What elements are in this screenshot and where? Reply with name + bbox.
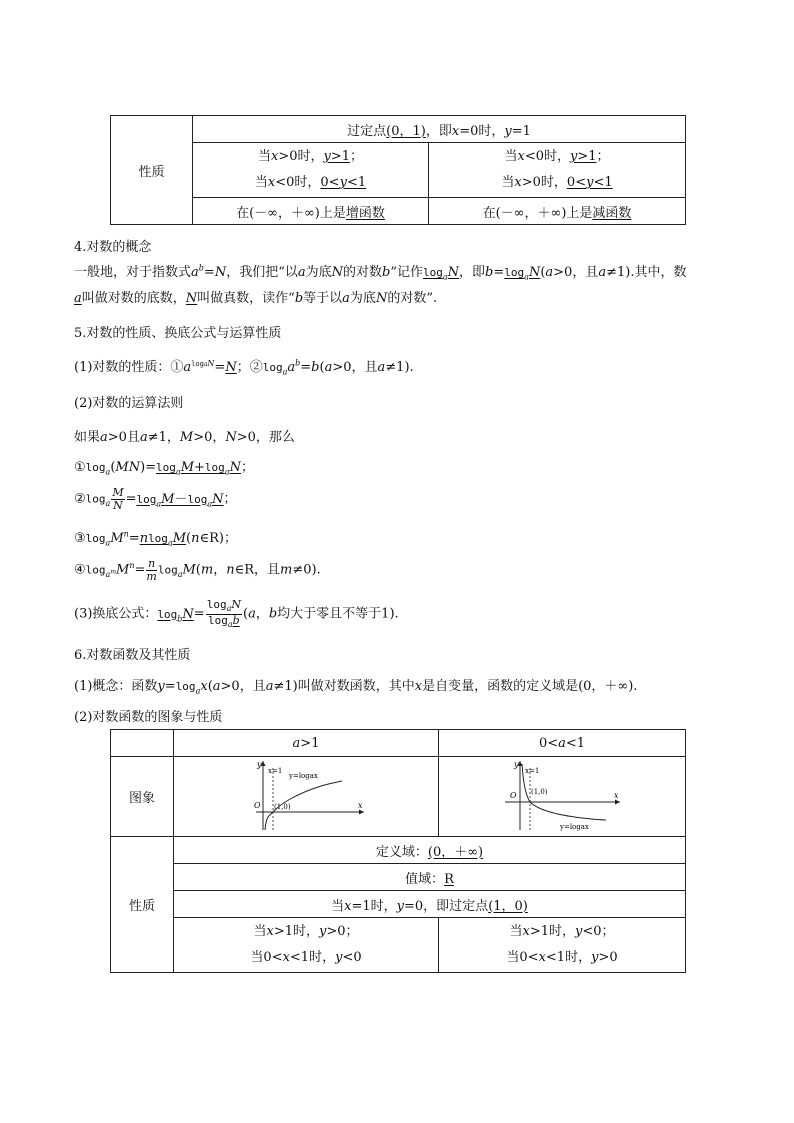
exp-a-gt1-values-cell: 当x>0时，y>1； 当x<0时，0<y<1 [193,143,429,198]
header-a-gt1: a>1 [174,730,439,757]
sec5-change-of-base: (3)换底公式：$\log_bN=$ $\frac{\log_aN}{\log_ab}$ (a，b均大于零且不等于1). [74,598,399,629]
exp-properties-table [110,115,686,225]
sec5-rule-1: $①\log_a(MN)=\log_aM+\log_aN$； [74,460,254,477]
sec4-paragraph-line1: 一般地，对于指数式$a^b=N$，我们把“以a为底N的对数b”记作$\log_aN$，即$b=\log_aN(a>0$，且a≠1).其中，数 [74,263,687,282]
x-equals-1-label: x=1 [525,766,540,775]
graph-cell-a-gt1 [174,757,439,837]
domain-cell: 定义域：(0，＋∞) [174,837,686,864]
exp-increasing-cell: 在(－∞，＋∞)上是增函数 [193,198,429,225]
x-equals-1-label: x=1 [268,766,283,775]
log-graph-decreasing [502,758,622,832]
log-fixed-point-cell: 当x=1时，y=0，即过定点(1，0) [174,891,686,918]
sec4-paragraph-line2: a叫做对数的底数，N叫做真数，读作“b等于以a为底N的对数”. [74,291,438,306]
point-label: (1,0) [531,787,548,796]
sec6-concept: (1)概念：函数$y=\log_ax(a>0$，且a≠1)叫做对数函数，其中x是自变量，函数的定义域是(0，＋∞). [74,679,638,696]
sec5-rules-title: (2)对数的运算法则 [74,396,184,411]
log-function-table [110,729,686,973]
sec5-title: 5.对数的性质、换底公式与运算性质 [74,326,282,341]
point-label: (1,0) [274,802,291,811]
graph-cell-a-lt1 [439,757,686,837]
sec5-rule-2: $②\log_a$ $\frac{M}{N}$ $=\log_aM-\log_aN$； [74,486,237,512]
log-graph-increasing [246,758,366,832]
log-a-lt1-sign-cell: 当x>1时，y<0； 当0<x<1时，y>0 [439,918,686,973]
sec5-property-1: (1)对数的性质：$①a^{logaN}=N$；$②\log_aa^b=b(a>0$，且a≠1). [74,358,414,377]
range-cell: 值域：R [174,864,686,891]
log-a-gt1-sign-cell: 当x>1时，y>0； 当0<x<1时，y<0 [174,918,439,973]
row-header-graph: 图象 [111,757,174,837]
sec6-title: 6.对数函数及其性质 [74,648,191,663]
origin-label: O [254,800,261,810]
exp-decreasing-cell: 在(－∞，＋∞)上是减函数 [429,198,686,225]
sec5-rule-3: $③\log_aM^n=nlog_aM(n\in R)$； [74,529,237,548]
x-axis-label: x [614,790,619,800]
y-axis-label: y [257,759,262,769]
fixed-point-cell: 过定点(0，1)，即x=0时，y=1 [193,116,686,143]
sec5-rule-4: $④\log_{a^m}M^n=$ $\frac{n}{m}$ $\log_aM(m$，n∈R，且m≠0). [74,557,321,583]
header-a-lt1: 0<a<1 [439,730,686,757]
sec6-graph-title: (2)对数函数的图象与性质 [74,710,223,725]
x-axis-arrow [359,809,364,814]
sec4-title: 4.对数的概念 [74,240,152,255]
corner-cell [111,730,174,757]
curve-label: y=logax [289,771,318,780]
curve-label: y=logax [560,822,589,831]
x-axis-arrow [615,799,620,804]
origin-label: O [510,790,517,800]
x-axis-label: x [358,800,363,810]
sec5-rules-condition: 如果a>0且a≠1，M>0，N>0，那么 [74,430,295,445]
exp-a-lt1-values-cell: 当x<0时，y>1； 当x>0时，0<y<1 [429,143,686,198]
y-axis-label: y [514,759,519,769]
row-header-properties: 性质 [111,837,174,973]
row-header-properties: 性质 [111,116,193,225]
